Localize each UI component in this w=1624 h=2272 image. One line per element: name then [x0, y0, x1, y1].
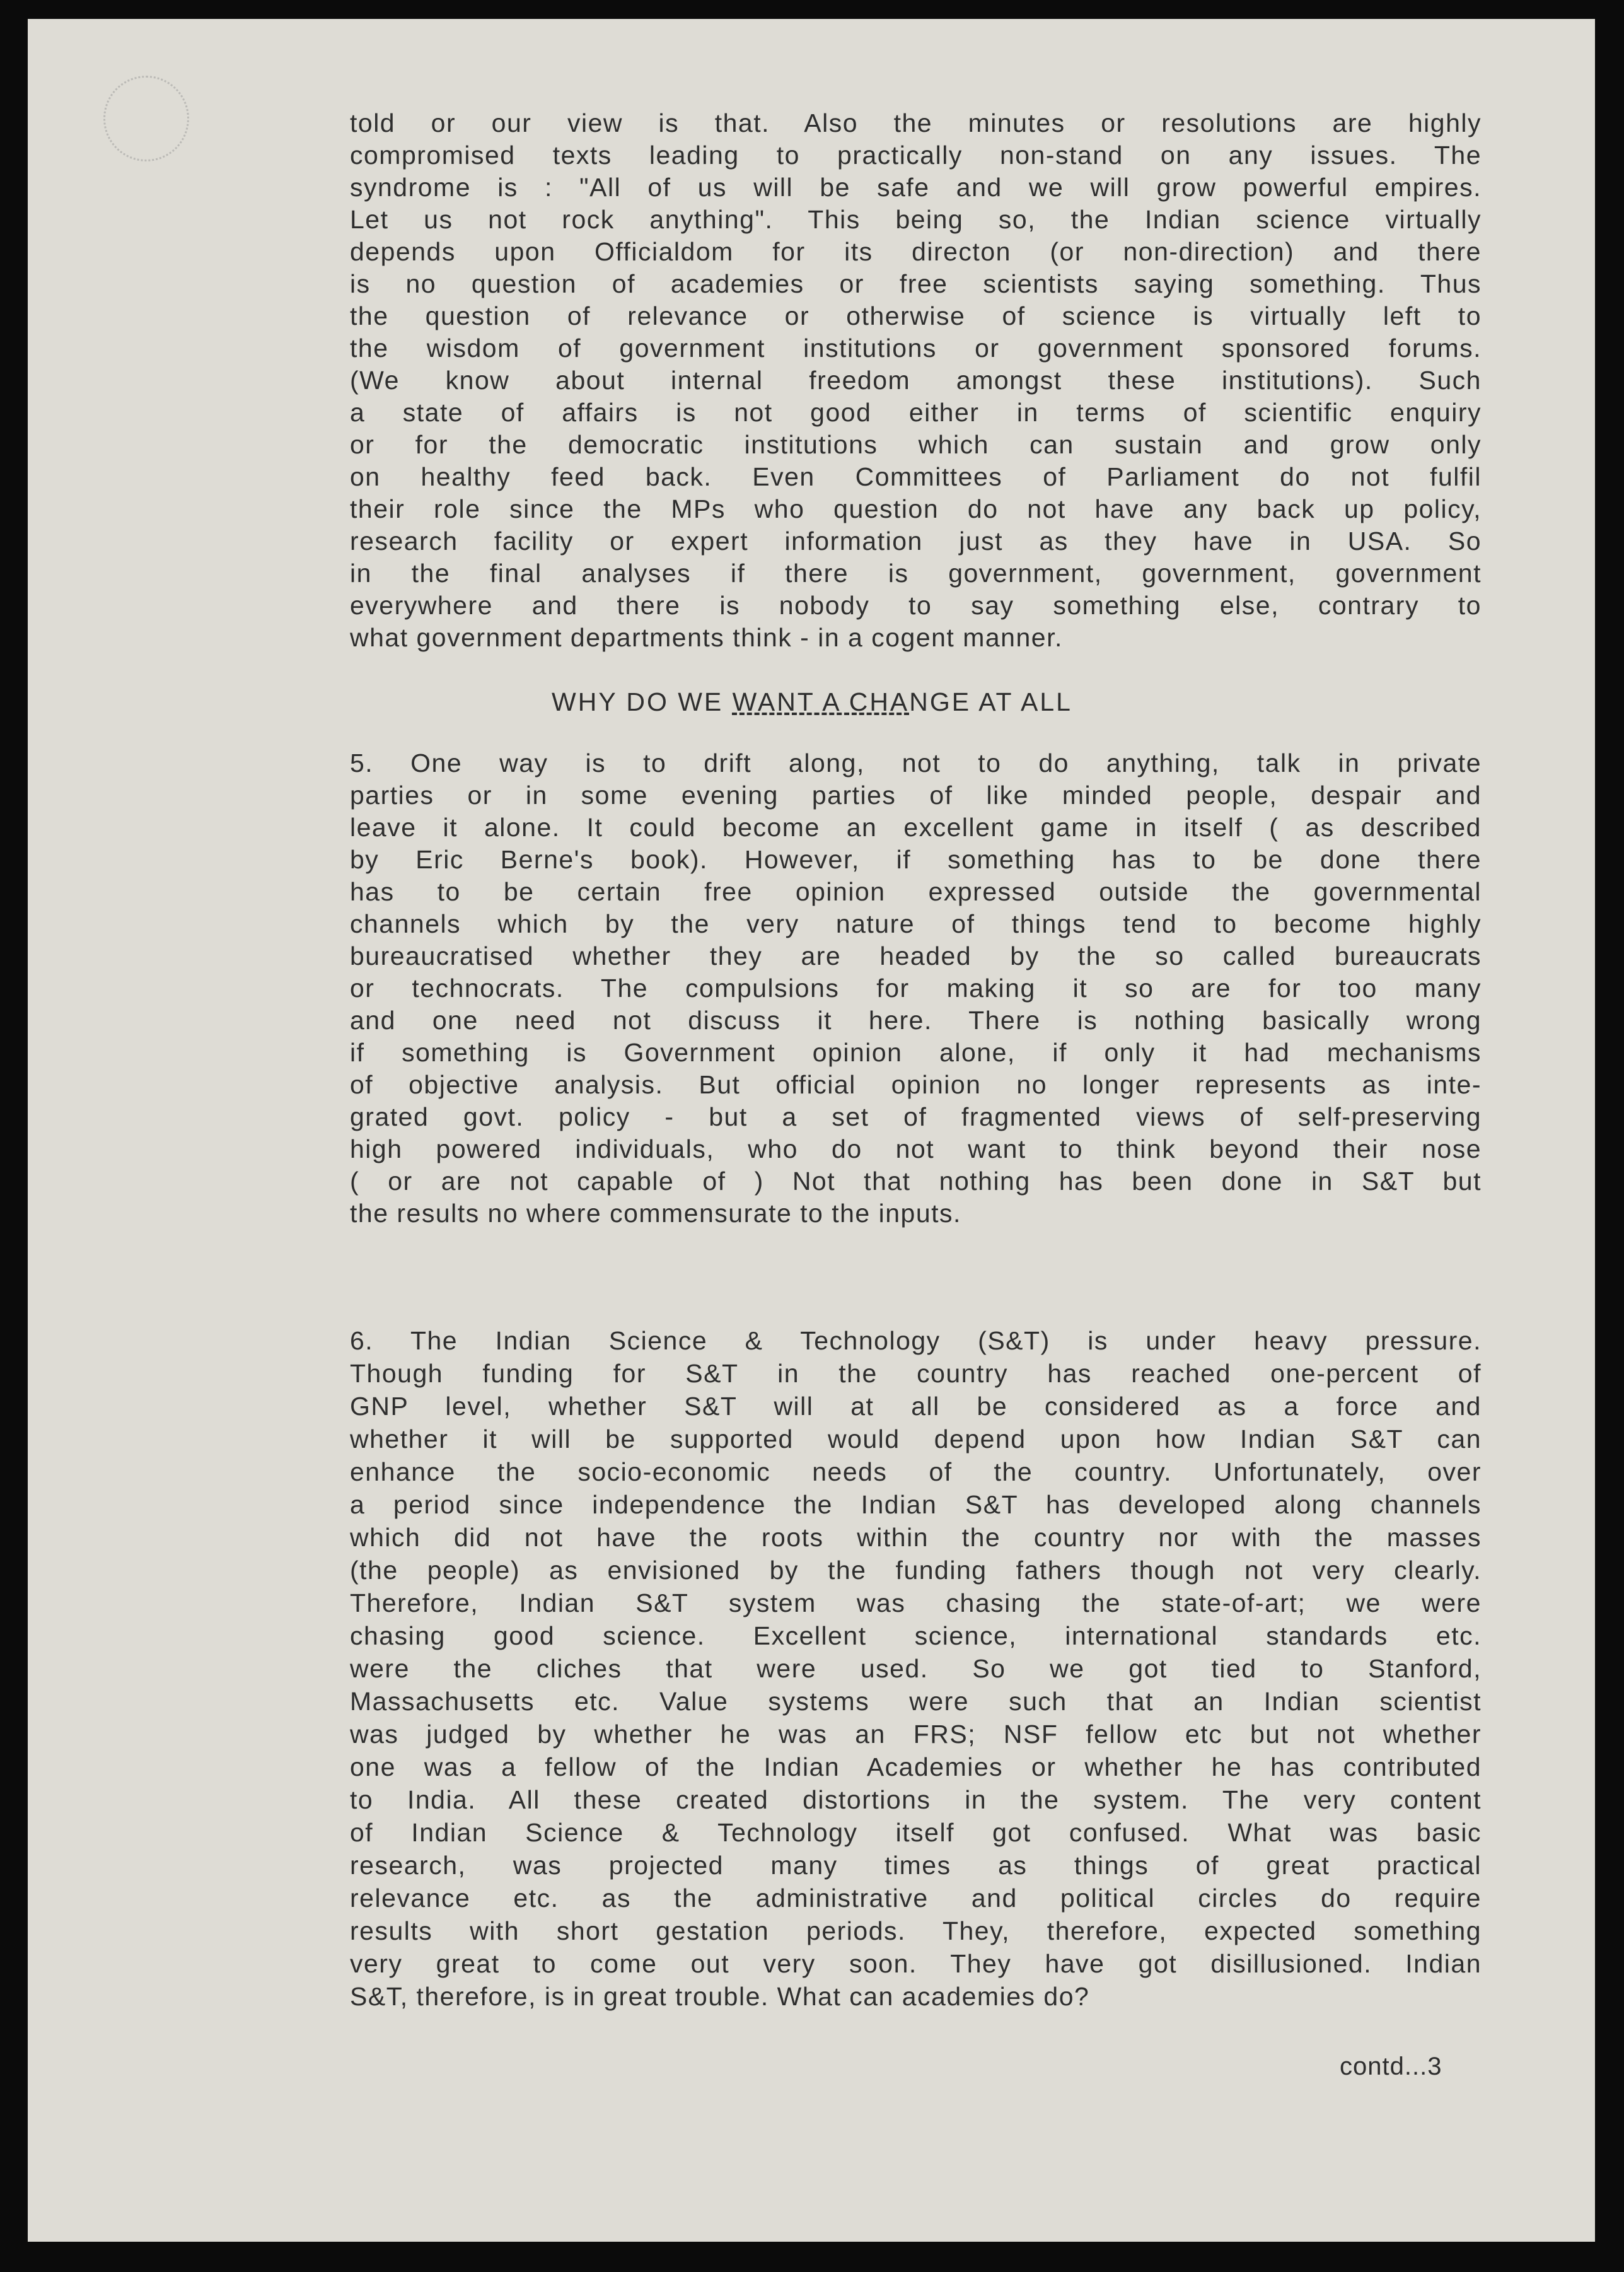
text-line: high powered individuals, who do not want to think beyond their nose [350, 1134, 1482, 1163]
text-line: depends upon Officialdom for its directon (or non-direction) and there [350, 237, 1482, 266]
text-line: Massachusetts etc. Value systems were such that an Indian scientist [350, 1687, 1482, 1716]
text-line: leave it alone. It could become an excellent game in itself ( as described [350, 813, 1482, 842]
text-line: ( or are not capable of ) Not that nothing has been done in S&T but [350, 1167, 1482, 1196]
text-line: of Indian Science & Technology itself got confused. What was basic [350, 1818, 1482, 1847]
text-line: the wisdom of government institutions or government sponsored forums. [350, 334, 1482, 363]
text-line: a state of affairs is not good either in terms of scientific enquiry [350, 398, 1482, 427]
text-line: S&T, therefore, is in great trouble. What can academies do? [350, 1982, 1090, 2011]
text-line: one was a fellow of the Indian Academies or whether he has contributed [350, 1752, 1482, 1781]
text-line: a period since independence the Indian S&T has developed along channels [350, 1490, 1482, 1519]
text-line: whether it will be supported would depend upon how Indian S&T can [350, 1424, 1482, 1453]
text-line: syndrome is : "All of us will be safe and we will grow powerful empires. [350, 173, 1482, 202]
text-line: and one need not discuss it here. There is nothing basically wrong [350, 1006, 1482, 1035]
text-line: results with short gestation periods. They, therefore, expected something [350, 1916, 1482, 1945]
text-line: (the people) as envisioned by the funding fathers though not very clearly. [350, 1556, 1482, 1585]
text-line: 5. One way is to drift along, not to do anything, talk in private [350, 749, 1482, 778]
text-line: grated govt. policy - but a set of fragmented views of self-preserving [350, 1102, 1482, 1131]
paragraph-5 [350, 747, 1482, 1230]
text-line: or technocrats. The compulsions for making it so are for too many [350, 974, 1482, 1003]
text-line: everywhere and there is nobody to say something else, contrary to [350, 591, 1482, 620]
text-line: research facility or expert information just as they have in USA. So [350, 527, 1482, 556]
text-line: bureaucratised whether they are headed by the so called bureaucrats [350, 941, 1482, 970]
heading-suffix: NGE AT ALL [909, 687, 1072, 716]
text-line: in the final analyses if there is government, government, government [350, 559, 1482, 588]
text-line: very great to come out very soon. They have got disillusioned. Indian [350, 1949, 1482, 1978]
stamp-mark [103, 76, 189, 161]
text-line: which did not have the roots within the country nor with the masses [350, 1523, 1482, 1552]
text-line: (We know about internal freedom amongst these institutions). Such [350, 366, 1482, 395]
text-line: was judged by whether he was an FRS; NSF fellow etc but not whether [350, 1720, 1482, 1749]
text-line: their role since the MPs who question do not have any back up policy, [350, 494, 1482, 523]
text-line: Therefore, Indian S&T system was chasing the state-of-art; we were [350, 1588, 1482, 1617]
text-line: to India. All these created distortions in the system. The very content [350, 1785, 1482, 1814]
text-line: 6. The Indian Science & Technology (S&T) is under heavy pressure. [350, 1326, 1482, 1355]
text-line: is no question of academies or free scientists saying something. Thus [350, 269, 1482, 298]
paragraph-6 [350, 1324, 1482, 2013]
text-line: the question of relevance or otherwise of science is virtually left to [350, 301, 1482, 330]
text-line: Let us not rock anything". This being so, the Indian science virtually [350, 205, 1482, 234]
section-heading [0, 687, 1624, 717]
text-line: the results no where commensurate to the inputs. [350, 1199, 961, 1228]
text-line: compromised texts leading to practically non-stand on any issues. The [350, 141, 1482, 170]
text-line: of objective analysis. But official opinion no longer represents as inte- [350, 1070, 1482, 1099]
heading-underlined: WANT A CHA [732, 687, 910, 716]
text-line: enhance the socio-economic needs of the country. Unfortunately, over [350, 1457, 1482, 1486]
text-line: on healthy feed back. Even Committees of Parliament do not fulfil [350, 462, 1482, 491]
text-line: Though funding for S&T in the country has reached one-percent of [350, 1359, 1482, 1388]
paragraph-4 [350, 107, 1482, 654]
text-line: chasing good science. Excellent science, international standards etc. [350, 1621, 1482, 1650]
text-line: told or our view is that. Also the minutes or resolutions are highly [350, 108, 1482, 137]
text-line: relevance etc. as the administrative and political circles do require [350, 1884, 1482, 1913]
text-line: has to be certain free opinion expressed outside the governmental [350, 877, 1482, 906]
text-line: or for the democratic institutions which can sustain and grow only [350, 430, 1482, 459]
text-line: research, was projected many times as things of great practical [350, 1851, 1482, 1880]
text-line: if something is Government opinion alone, if only it had mechanisms [350, 1038, 1482, 1067]
continued-note: contd...3 [1340, 2053, 1442, 2080]
text-line: channels which by the very nature of things tend to become highly [350, 909, 1482, 938]
text-line: were the cliches that were used. So we got tied to Stanford, [350, 1654, 1482, 1683]
heading-prefix: WHY DO WE [552, 687, 733, 716]
text-line: by Eric Berne's book). However, if something has to be done there [350, 845, 1482, 874]
text-line: what government departments think - in a cogent manner. [350, 623, 1063, 652]
text-line: GNP level, whether S&T will at all be considered as a force and [350, 1392, 1482, 1421]
text-line: parties or in some evening parties of like minded people, despair and [350, 781, 1482, 810]
